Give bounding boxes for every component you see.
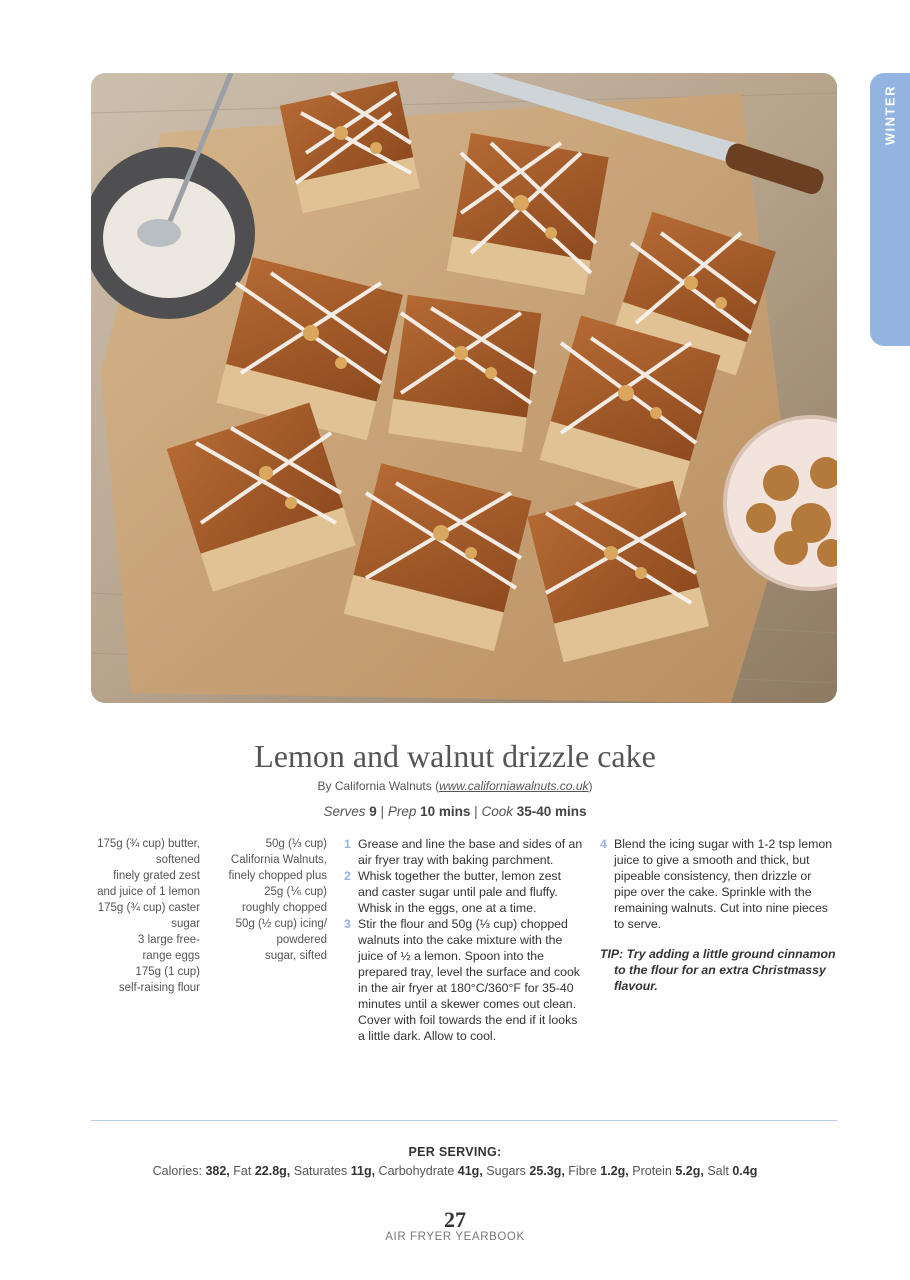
nutrition-value: 382, <box>205 1164 230 1178</box>
per-serving-heading: PER SERVING: <box>408 1145 502 1159</box>
ingredient-line: 50g (⅓ cup) <box>265 838 327 850</box>
method-step <box>344 916 584 1044</box>
method-step <box>600 836 836 932</box>
ingredient-line: self-raising flour <box>118 982 200 994</box>
ingredients-column-2 <box>210 836 327 964</box>
nutrition-label: Fibre <box>568 1164 597 1178</box>
prep-value: 10 mins <box>420 804 471 819</box>
nutrition-value: 0.4g <box>732 1164 758 1178</box>
meta-separator: | <box>380 804 385 819</box>
ingredient-line: powdered <box>276 934 327 946</box>
nutrition-line <box>0 1164 910 1178</box>
serves-label: Serves <box>323 804 366 819</box>
byline-link[interactable]: www.californiawalnuts.co.uk <box>439 779 589 793</box>
ingredient-line: sugar, sifted <box>264 950 327 962</box>
cook-value: 35-40 mins <box>516 804 587 819</box>
divider <box>91 1120 837 1121</box>
ingredient-line: finely grated zest <box>113 870 200 882</box>
byline-suffix: ) <box>588 779 593 793</box>
method-column-2 <box>600 836 836 994</box>
nutrition-value: 25.3g, <box>529 1164 565 1178</box>
nutrition-value: 22.8g, <box>254 1164 291 1178</box>
page-number: 27 <box>444 1207 466 1232</box>
nutrition-label: Salt <box>707 1164 729 1178</box>
ingredient-line: 50g (½ cup) icing/ <box>235 918 327 930</box>
step-number: 1 <box>344 837 351 851</box>
cook-label: Cook <box>481 804 513 819</box>
ingredient-line: finely chopped plus <box>228 870 327 882</box>
ingredient-line: 3 large free- <box>137 934 200 946</box>
recipe-photo <box>91 73 837 703</box>
section-tab <box>870 73 910 346</box>
method-step <box>344 868 584 916</box>
ingredient-line: California Walnuts, <box>230 854 327 866</box>
step-text: Blend the icing sugar with 1-2 tsp lemon juice to give a smooth and thick, but pipeable consistency, then drizzle or pipe over the cake. Sprinkle with the remaining walnuts. Cut into nine pieces to serve. <box>614 837 833 931</box>
ingredient-line: roughly chopped <box>241 902 327 914</box>
step-number: 4 <box>600 837 607 851</box>
section-tab-label: WINTER <box>882 85 898 146</box>
nutrition-label: Fat <box>233 1164 252 1178</box>
ingredients-column-1 <box>80 836 200 996</box>
nutrition-value: 11g, <box>350 1164 376 1178</box>
step-number: 2 <box>344 869 351 883</box>
nutrition-label: Calories: <box>152 1164 202 1178</box>
recipe-byline <box>0 779 910 793</box>
ingredient-line: softened <box>155 854 200 866</box>
ingredient-line: range eggs <box>142 950 200 962</box>
meta-separator: | <box>474 804 478 819</box>
nutrition-label: Sugars <box>486 1164 526 1178</box>
ingredient-line: 25g (⅙ cup) <box>264 886 327 898</box>
method-step <box>344 836 584 868</box>
serves-value: 9 <box>369 804 377 819</box>
step-number: 3 <box>344 917 351 931</box>
nutrition-label: Carbohydrate <box>378 1164 455 1178</box>
ingredient-line: and juice of 1 lemon <box>97 886 200 898</box>
step-text: Whisk together the butter, lemon zest and caster sugar until pale and fluffy. Whisk in the eggs, one at a time. <box>358 869 562 915</box>
recipe-tip: TIP: Try adding a little ground cinnamon to the flour for an extra Christmassy flavour. <box>600 947 836 993</box>
step-text: Stir the flour and 50g (⅓ cup) chopped walnuts into the cake mixture with the juice of ½ a lemon. Spoon into the prepared tray, level the surface and cook in the air fryer at 180°C/360°F for 35-40 minutes until a skewer comes out clean. Cover with foil towards the end if it looks a little dark. Allow to cool. <box>358 917 580 1043</box>
nutrition-label: Saturates <box>293 1164 348 1178</box>
publication-name: AIR FRYER YEARBOOK <box>385 1231 525 1243</box>
byline-prefix: By California Walnuts ( <box>317 779 440 793</box>
step-text: Grease and line the base and sides of an air fryer tray with baking parchment. <box>358 837 583 867</box>
ingredient-line: 175g (1 cup) <box>135 966 200 978</box>
prep-label: Prep <box>387 804 417 819</box>
recipe-title: Lemon and walnut drizzle cake <box>254 738 656 774</box>
ingredient-line: sugar <box>171 918 200 930</box>
nutrition-value: 1.2g, <box>600 1164 629 1178</box>
nutrition-value: 41g, <box>457 1164 483 1178</box>
ingredient-line: 175g (¾ cup) butter, <box>97 838 200 850</box>
recipe-meta <box>0 804 910 819</box>
ingredient-line: 175g (¾ cup) caster <box>97 902 200 914</box>
nutrition-value: 5.2g, <box>675 1164 704 1178</box>
method-column-1 <box>344 836 584 1044</box>
nutrition-label: Protein <box>632 1164 672 1178</box>
